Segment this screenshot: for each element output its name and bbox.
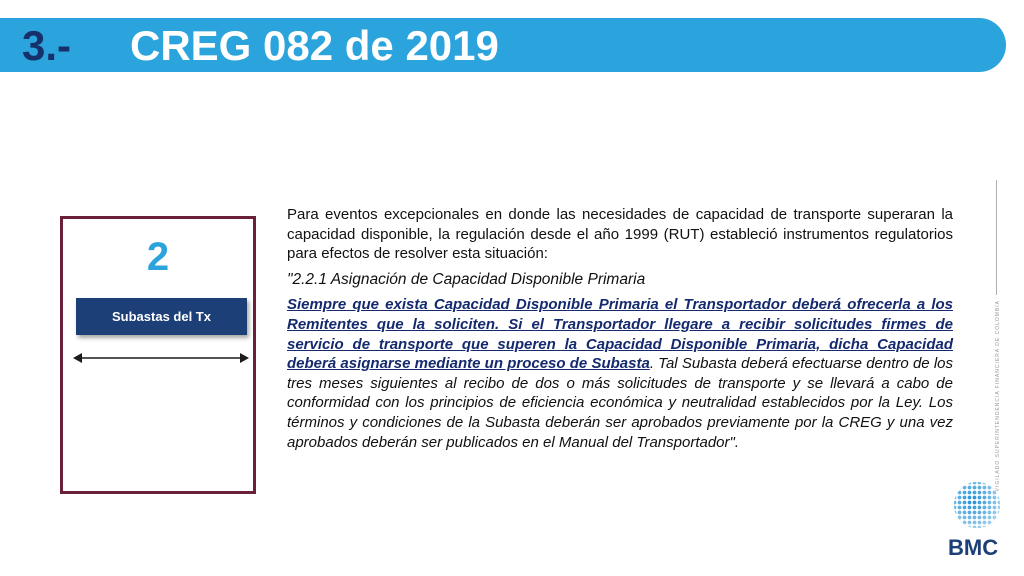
vigilado-text: VIGILADO SUPERINTENDENCIA FINANCIERA DE COLOMBIA [995,300,1001,492]
quote-rest-text: . Tal Subasta deberá efectuarse dentro de los tres meses siguientes al recibo de dos o más solicitudes de transporte y se llevará a cabo de conformidad con los principios de eficiencia económica y neutralidad establecidos por la Ley. Los términos y condiciones de la Subasta deberán ser aprobados previamente por la CREG y una vez aprobados deberán ser publicados en el Manual del Transportador". [287,355,954,451]
emphasis-text: Siempre que exista Capacidad Disponible Primaria el Transportador deberá ofrecerla a los Remitentes que la soliciten. Si el Transportador llegare a recibir solicitudes firmes de servicio de transporte que superen la Capacidad Disponible Primaria, dicha Capacidad deberá asignarse mediante un proceso de Subasta [287,296,953,373]
bmc-globe-icon [952,480,1002,530]
quote-heading: "2.2.1 Asignación de Capacidad Disponible Primaria [287,270,646,288]
vigilado-logo-icon [994,180,1006,295]
section-number: 3.- [22,22,72,69]
page-title: CREG 082 de 2019 [130,22,499,69]
intro-paragraph: Para eventos excepcionales en donde las necesidades de capacidad de transporte superaran la capacidad disponible, la regulación desde el año 1999 (RUT) estableció instrumentos regulatorios para efectos de resolver esta situación: [287,206,953,263]
double-arrow-icon [73,350,249,366]
quote-paragraph [287,295,953,452]
step-box [60,216,256,494]
step-label: Subastas del Tx [76,298,247,335]
body-text [287,205,953,458]
bmc-logo-text: BMC [948,535,999,560]
step-number: 2 [146,235,170,279]
